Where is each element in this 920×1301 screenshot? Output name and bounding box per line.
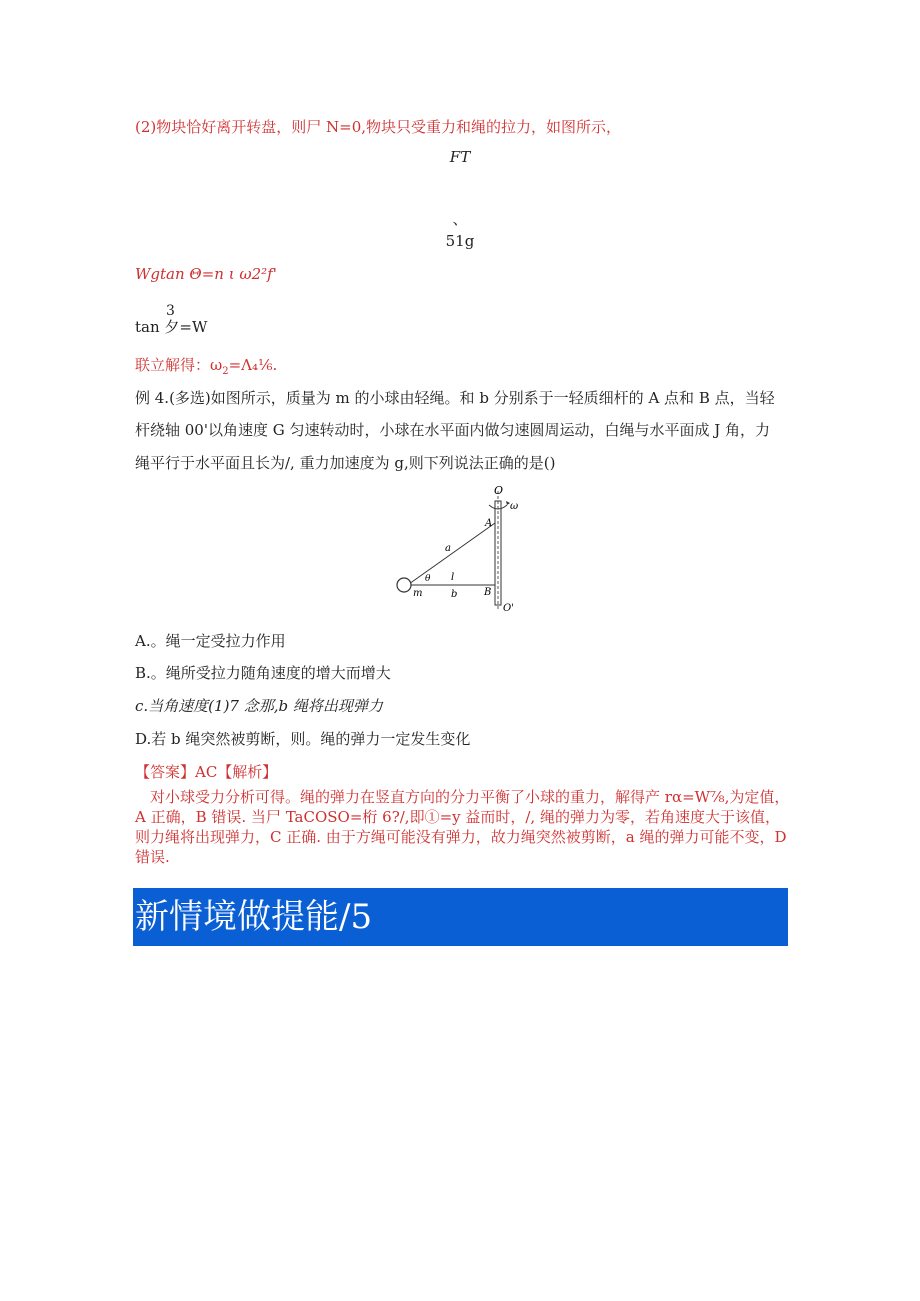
answer-header: 【答案】AC【解析】: [135, 763, 278, 781]
rod-ball-diagram: [393, 483, 533, 615]
option-a: A.。绳一定受拉力作用: [135, 632, 286, 650]
section-banner: 新情境做提能/5: [133, 888, 788, 946]
label-m: m: [413, 588, 423, 599]
label-omega: ω: [510, 501, 519, 512]
mg-label: 51g: [445, 232, 475, 250]
label-a: a: [445, 543, 451, 554]
label-b: b: [451, 589, 458, 600]
solve-rest: =Λ₄⅙.: [228, 356, 278, 374]
equation-2: tan 夕=W: [135, 318, 208, 336]
solve-subscript: 2: [222, 366, 229, 377]
label-B: B: [484, 587, 492, 598]
label-O-top: O: [494, 484, 504, 497]
solve-line: [135, 354, 277, 377]
option-c: c.当角速度(1)7 念那,b 绳将出现弹力: [135, 697, 383, 715]
mark: 、: [452, 210, 468, 228]
ball: [397, 578, 411, 592]
equation-1: Wgtan Θ=n ι ω2²f': [135, 265, 277, 283]
equation-2-superscript: 3: [166, 303, 175, 319]
option-b: B.。绳所受拉力随角速度的增大而增大: [135, 664, 391, 682]
label-A: A: [485, 518, 493, 529]
ft-label: FT: [449, 148, 471, 166]
example-line-2: 杆绕轴 00'以角速度 G 匀速转动时，小球在水平面内做匀速圆周运动，白绳与水平面成 J 角，力: [135, 421, 771, 439]
label-O-bottom: O': [503, 603, 514, 614]
solution-line-1: (2)物块恰好离开转盘，则尸 N=0,物块只受重力和绳的拉力，如图所示，: [135, 118, 622, 136]
example-line-3: 绳平行于水平面且长为/, 重力加速度为 g,则下列说法正确的是(): [135, 454, 556, 472]
answer-body: 对小球受力分析可得。绳的弹力在竖直方向的分力平衡了小球的重力，解得产 rα=W⅞,为定值，A 正确，B 错误. 当尸 TaCOSO=桁 6?/,即①=y 益而时，/, 绳的弹力为零，若角速度大于该值，则力绳将出现弹力，C 正确. 由于方绳可能没有弹力，故力绳突然被剪断，a 绳的弹力可能不变，D 错误.: [135, 788, 790, 866]
label-l: l: [451, 572, 455, 583]
label-theta: θ: [425, 574, 431, 584]
solve-text: 联立解得：ω: [135, 356, 223, 374]
option-d: D.若 b 绳突然被剪断，则。绳的弹力一定发生变化: [135, 730, 471, 748]
example-line-1: 例 4.(多选)如图所示，质量为 m 的小球由轻绳。和 b 分别系于一轻质细杆的 A 点和 B 点，当轻: [135, 389, 775, 407]
